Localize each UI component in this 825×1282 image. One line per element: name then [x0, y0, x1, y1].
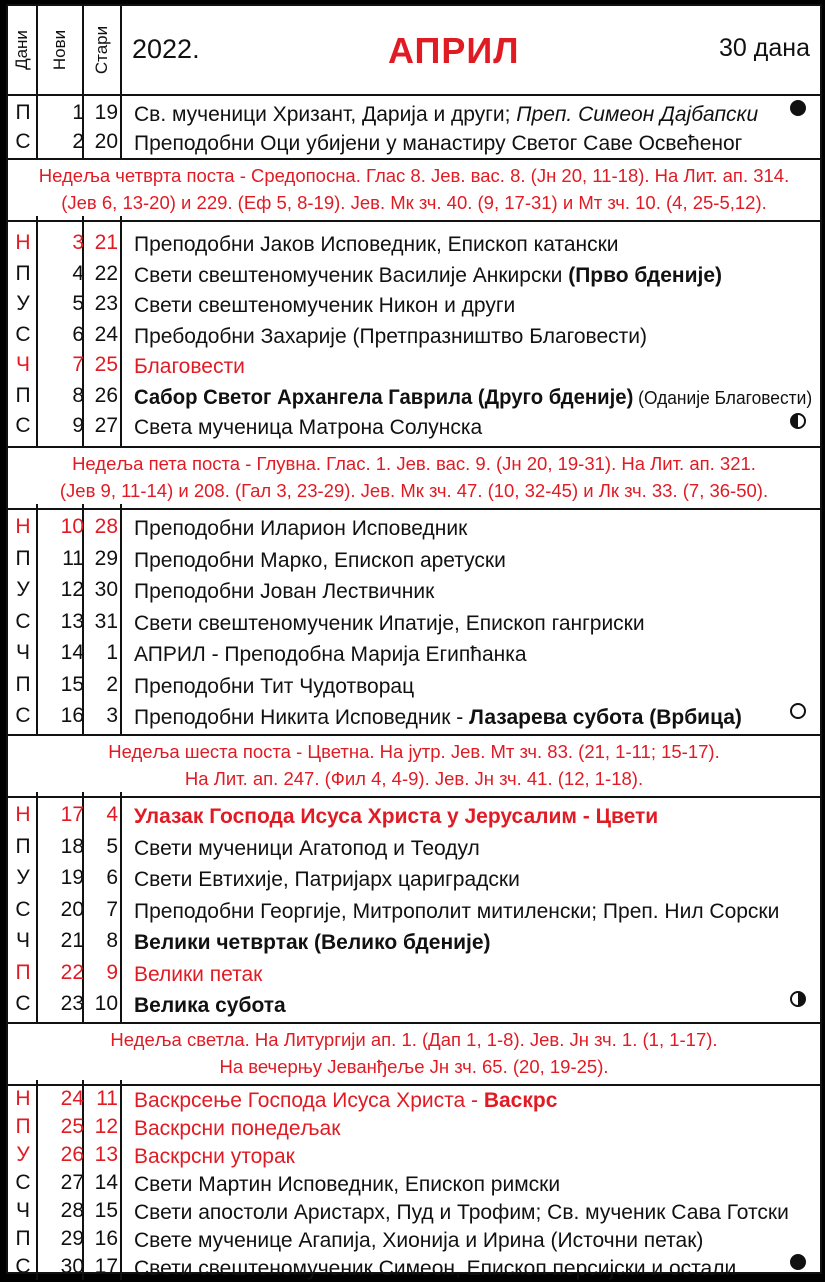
- week-section-2: [8, 216, 820, 448]
- day-row: [8, 895, 820, 925]
- week-section-4: [8, 792, 820, 1024]
- feast-text-inner: [134, 579, 434, 605]
- weekday-letter: С: [15, 414, 31, 437]
- old-style-date: 5: [106, 834, 118, 858]
- new-style-date: 22: [60, 960, 84, 984]
- new-style-date: 28: [60, 1199, 84, 1222]
- feast-name: Васкрсни понедељак: [134, 1117, 341, 1140]
- old-style-date: 28: [94, 515, 118, 538]
- feast-name: Велики петак: [134, 962, 263, 986]
- feast-text-inner: [134, 962, 262, 988]
- day-row: [8, 1196, 820, 1226]
- weekday-letter: П: [15, 383, 31, 407]
- day-row: [8, 701, 820, 731]
- feast-bold: (Прво бденије): [568, 263, 722, 287]
- feast-text-inner: [134, 385, 812, 411]
- old-style-date: 31: [94, 609, 118, 633]
- old-style-date: 2: [106, 672, 118, 696]
- old-style-date: 4: [106, 803, 118, 826]
- day-row: [8, 638, 820, 668]
- feast-name: Преподобни Никита Исповедник -: [134, 706, 470, 729]
- feast-text-inner: [134, 232, 619, 258]
- weekday-letter: П: [15, 672, 31, 696]
- weekday-letter: П: [15, 546, 31, 570]
- day-row: [8, 958, 820, 988]
- feast-bold: Сабор Светог Архангела Гаврила (Друго бденије): [134, 385, 634, 409]
- weekday-letter: С: [15, 1171, 31, 1194]
- old-style-date: 26: [94, 383, 118, 407]
- new-style-date: 20: [60, 897, 84, 921]
- weekday-letter: П: [15, 261, 31, 285]
- day-row: [8, 228, 820, 258]
- old-style-date: 3: [106, 704, 118, 727]
- month-title: АПРИЛ: [388, 30, 520, 71]
- feast-text-inner: [134, 1116, 340, 1142]
- old-style-date: 17: [94, 1255, 118, 1278]
- day-row: [8, 607, 820, 637]
- new-style-date: 5: [72, 292, 84, 315]
- old-style-date: 22: [94, 261, 118, 285]
- feast-name: Свети апостоли Аристарх, Пуд и Трофим; Св. мученик Сава Готски: [134, 1201, 789, 1224]
- old-style-date: 27: [94, 414, 118, 437]
- day-row: [8, 1112, 820, 1142]
- weekday-letter: У: [16, 866, 30, 889]
- band-line: Недеља шеста поста - Цветна. На јутр. Јев. Мт зч. 83. (21, 1-11; 15-17).: [108, 741, 720, 762]
- feast-name: Васкрсење Господа Исуса Христа -: [134, 1089, 484, 1112]
- day-row: [8, 320, 820, 350]
- feast-text-inner: [134, 415, 482, 441]
- feast-name: Пребодобни Захарије (Претпразништво Благовести): [134, 324, 647, 348]
- weekday-letter: С: [15, 609, 31, 633]
- old-style-date: 30: [94, 578, 118, 601]
- feast-name: Свети мученици Агатопод и Теодул: [134, 836, 480, 860]
- feast-text-inner: [134, 324, 647, 350]
- old-style-date: 16: [94, 1227, 118, 1250]
- weekday-letter: П: [15, 1115, 31, 1138]
- feast-text-inner: [134, 642, 527, 668]
- feast-text-inner: [134, 804, 658, 830]
- feast-text-inner: [134, 611, 645, 637]
- band-line: Недеља светла. На Литургији ап. 1. (Дап 1, 1-8). Јев. Јн зч. 1. (1, 1-17).: [110, 1029, 718, 1050]
- new-style-date: 26: [60, 1143, 84, 1166]
- weekday-letter: Ч: [16, 353, 30, 376]
- new-style-date: 6: [72, 322, 84, 346]
- new-style-date: 15: [60, 672, 84, 696]
- day-row: [8, 989, 820, 1019]
- day-row: [8, 575, 820, 605]
- new-style-date: 7: [72, 353, 84, 376]
- feast-note: (Оданије Благовести): [633, 387, 813, 408]
- feast-text-inner: [134, 993, 286, 1019]
- weekday-letter: Ч: [16, 1199, 30, 1222]
- days-count: 30 дана: [719, 34, 810, 62]
- feast-text-inner: [134, 1172, 560, 1198]
- weekday-letter: Н: [15, 1087, 31, 1110]
- weekday-letter: П: [15, 960, 31, 984]
- day-row: [8, 670, 820, 700]
- feast-name: Св. мученици Хризант, Дарија и други;: [134, 103, 517, 126]
- sunday-reading-band: [8, 446, 820, 510]
- feast-name: Преподобни Јаков Исповедник, Епископ катански: [134, 233, 619, 256]
- feast-bold: Васкрс: [483, 1089, 558, 1112]
- new-column-header: Нови: [38, 6, 84, 94]
- weekday-letter: У: [16, 292, 30, 315]
- old-style-date: 24: [94, 322, 118, 346]
- new-style-date: 1: [72, 101, 84, 124]
- last-quarter-icon: [790, 413, 806, 429]
- feast-name: Преподобни Оци убијени у манастиру Светог Саве Освећеног: [134, 132, 743, 155]
- feast-name: Свете мученице Агапија, Хионија и Ирина (Источни петак): [134, 1229, 704, 1252]
- new-style-date: 14: [60, 641, 84, 664]
- weekday-letter: Н: [15, 231, 31, 254]
- old-style-date: 20: [94, 130, 118, 153]
- new-style-date: 9: [72, 414, 84, 437]
- feast-name: Благовести: [134, 355, 245, 378]
- old-style-date: 29: [94, 546, 118, 570]
- weekday-letter: У: [16, 578, 30, 601]
- feast-name: Свети свештеномученик Ипатије, Епископ гангриски: [134, 611, 645, 635]
- feast-name: Свети свештеномученик Василије Анкирски: [134, 263, 569, 287]
- new-style-date: 29: [60, 1227, 84, 1250]
- weekday-letter: С: [15, 1255, 31, 1278]
- feast-text-inner: [134, 867, 520, 893]
- weekday-letter: Н: [15, 803, 31, 826]
- feast-bold: Лазарева субота (Врбица): [469, 706, 742, 729]
- new-style-date: 16: [60, 704, 84, 727]
- feast-text-inner: [134, 354, 245, 380]
- weekday-letter: Н: [15, 515, 31, 538]
- old-style-date: 12: [94, 1115, 118, 1138]
- weekday-letter: С: [15, 130, 31, 153]
- feast-text-inner: [134, 930, 491, 956]
- feast-text-inner: [134, 516, 467, 542]
- day-row: [8, 800, 820, 830]
- feast-text-inner: [134, 674, 414, 700]
- new-style-date: 8: [72, 383, 84, 407]
- old-style-date: 14: [94, 1171, 118, 1194]
- feast-text-inner: [134, 836, 480, 862]
- sunday-reading-band: [8, 158, 820, 222]
- day-row: [8, 512, 820, 542]
- old-style-date: 15: [94, 1199, 118, 1222]
- calendar-page: [6, 4, 822, 1280]
- day-row: [8, 411, 820, 441]
- weekday-letter: П: [15, 101, 31, 124]
- old-style-date: 13: [94, 1143, 118, 1166]
- feast-bold: Велика субота: [134, 994, 286, 1017]
- day-row: [8, 350, 820, 380]
- new-style-date: 18: [60, 834, 84, 858]
- sunday-reading-band: [8, 1022, 820, 1086]
- day-row: [8, 1168, 820, 1198]
- sunday-reading-band: [8, 734, 820, 798]
- day-row: [8, 381, 820, 411]
- feast-name: Свети Евтихије, Патријарх цариградски: [134, 868, 520, 891]
- weekday-letter: Ч: [16, 929, 30, 952]
- week-section-1: [8, 94, 820, 160]
- new-style-date: 2: [72, 130, 84, 153]
- weekday-letter: С: [15, 897, 31, 921]
- weekday-letter: П: [15, 1227, 31, 1250]
- week-section-5: [8, 1080, 820, 1280]
- new-style-date: 25: [60, 1115, 84, 1138]
- feast-name: АПРИЛ - Преподобна Марија Египћанка: [134, 643, 527, 666]
- old-style-date: 10: [94, 992, 118, 1015]
- week-section-3: [8, 504, 820, 736]
- day-row: [8, 1140, 820, 1170]
- day-row: [8, 98, 820, 128]
- new-style-date: 10: [60, 515, 84, 538]
- band-line: На Лит. ап. 247. (Фил 4, 4-9). Јев. Јн зч. 41. (12, 1-18).: [184, 768, 644, 789]
- new-moon-icon: [790, 703, 806, 719]
- weekday-letter: С: [15, 322, 31, 346]
- year-label: 2022.: [132, 34, 200, 64]
- old-style-date: 9: [106, 960, 118, 984]
- feast-name: Света мученица Матрона Солунска: [134, 416, 483, 439]
- feast-name: Свети Мартин Исповедник, Епископ римски: [134, 1173, 561, 1196]
- band-line: На вечерњу Јеванђеље Јн зч. 65. (20, 19-25).: [219, 1056, 609, 1077]
- feast-text-inner: [134, 131, 742, 157]
- full-moon-icon: [790, 1254, 806, 1270]
- full-moon-icon: [790, 100, 806, 116]
- band-line: Недеља пета поста - Глувна. Глас. 1. Јев. вас. 9. (Јн 20, 19-31). На Лит. ап. 321.: [72, 453, 756, 474]
- feast-name: Свети свештеномученик Никон и други: [134, 294, 516, 317]
- weekday-letter: У: [16, 1143, 30, 1166]
- day-row: [8, 289, 820, 319]
- new-style-date: 11: [62, 546, 84, 570]
- day-row: [8, 926, 820, 956]
- weekday-letter: С: [15, 992, 31, 1015]
- day-row: [8, 1252, 820, 1282]
- old-style-date: 23: [94, 292, 118, 315]
- days-column-header: Дани: [8, 6, 38, 94]
- feast-text-inner: [134, 1200, 789, 1226]
- new-style-date: 3: [72, 231, 84, 254]
- feast-name: Преподобни Јован Лествичник: [134, 580, 435, 603]
- weekday-letter: С: [15, 704, 31, 727]
- feast-text-inner: [134, 293, 515, 319]
- feast-name: Преподобни Тит Чудотворац: [134, 674, 415, 698]
- old-style-date: 21: [94, 231, 118, 254]
- feast-name: Преподобни Иларион Исповедник: [134, 517, 468, 540]
- new-style-date: 13: [60, 609, 84, 633]
- day-row: [8, 544, 820, 574]
- old-style-date: 1: [106, 641, 118, 664]
- feast-text-inner: [134, 705, 742, 731]
- feast-bold: Улазак Господа Исуса Христа у Јерусалим - Цвети: [134, 805, 659, 828]
- new-style-date: 17: [60, 803, 84, 826]
- new-style-date: 4: [72, 261, 84, 285]
- feast-text-inner: [134, 1144, 295, 1170]
- weekday-letter: П: [15, 834, 31, 858]
- band-line: (Јев 9, 11-14) и 208. (Гал 3, 23-29). Јев. Мк зч. 47. (10, 32-45) и Лк зч. 33. (7, 36-50).: [59, 480, 769, 501]
- day-row: [8, 1084, 820, 1114]
- band-line: Недеља четврта поста - Средопосна. Глас 8. Јев. вас. 8. (Јн 20, 11-18). На Лит. ап. 314.: [38, 165, 790, 186]
- new-style-date: 12: [60, 578, 84, 601]
- new-style-date: 30: [60, 1255, 84, 1278]
- feast-bold: Велики четвртак (Велико бденије): [134, 931, 491, 954]
- old-style-date: 6: [106, 866, 118, 889]
- day-row: [8, 259, 820, 289]
- first-quarter-icon: [790, 991, 806, 1007]
- old-column-header: Стари: [84, 6, 122, 94]
- new-style-date: 27: [60, 1171, 84, 1194]
- day-row: [8, 1224, 820, 1254]
- day-row: [8, 127, 820, 157]
- feast-name: Свети свештеномученик Симеон, Епископ персијски и остали: [134, 1257, 737, 1280]
- feast-text-inner: [134, 263, 722, 289]
- day-row: [8, 832, 820, 862]
- new-style-date: 23: [60, 992, 84, 1015]
- feast-text-inner: [134, 899, 779, 925]
- old-style-date: 25: [94, 353, 118, 376]
- feast-text-inner: [134, 548, 506, 574]
- day-row: [8, 863, 820, 893]
- new-style-date: 24: [60, 1087, 84, 1110]
- calendar-header: [8, 6, 820, 96]
- feast-name: Преподобни Георгије, Митрополит митиленски; Преп. Нил Сорски: [134, 899, 780, 923]
- band-line: (Јев 6, 13-20) и 229. (Еф 5, 8-19). Јев. Мк зч. 40. (9, 17-31) и Мт зч. 10. (4, 25-5,12).: [61, 192, 767, 213]
- feast-name: Преподобни Марко, Епископ аретуски: [134, 548, 506, 572]
- old-style-date: 8: [106, 929, 118, 952]
- weekday-letter: Ч: [16, 641, 30, 664]
- old-style-date: 11: [96, 1087, 118, 1110]
- feast-text-inner: [134, 102, 758, 128]
- feast-italic-note: Преп. Симеон Дајбапски: [516, 103, 759, 126]
- feast-text-inner: [134, 1088, 557, 1114]
- old-style-date: 19: [94, 101, 118, 124]
- new-style-date: 19: [60, 866, 84, 889]
- old-style-date: 7: [106, 897, 118, 921]
- new-style-date: 21: [60, 929, 84, 952]
- feast-text-inner: [134, 1256, 736, 1282]
- feast-text-inner: [134, 1228, 703, 1254]
- feast-name: Васкрсни уторак: [134, 1145, 295, 1168]
